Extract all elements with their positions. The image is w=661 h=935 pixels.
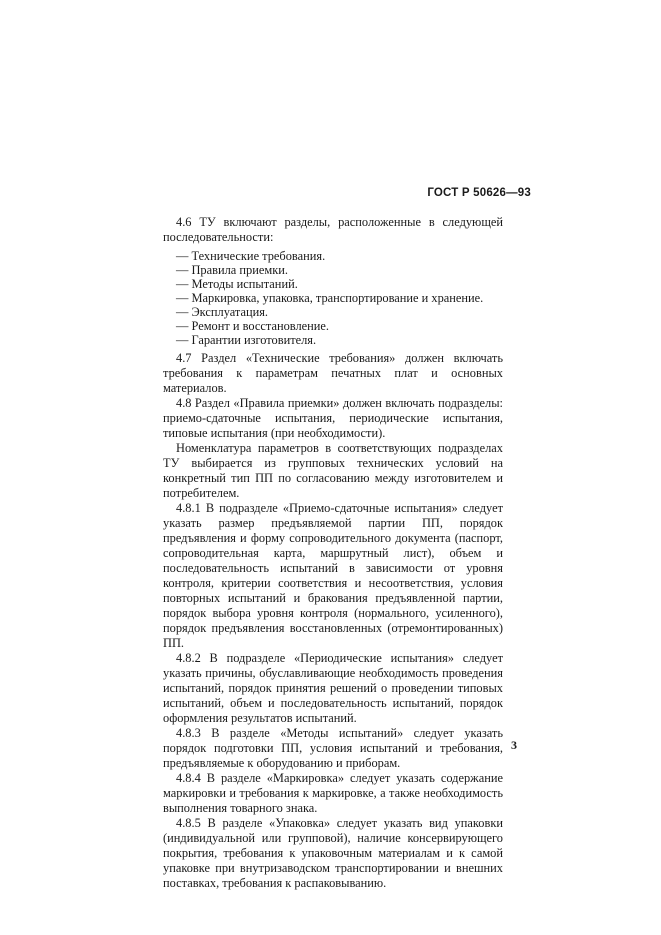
paragraph-nomenclature: Номенклатура параметров в соответствующих подразделах ТУ выбирается из групповых технических условий на конкретный тип ПП по согласованию между изготовителем и потребителем.	[163, 441, 503, 500]
paragraph-4-8-2: 4.8.2 В подразделе «Периодические испытания» следует указать причины, обуславливающие необходимость проведения испытаний, порядок принятия решений о проведении типовых испытаний, объем и последовательность испытаний, порядок оформления результатов испытаний.	[163, 651, 503, 725]
document-body	[163, 215, 503, 891]
section-list	[163, 249, 503, 347]
paragraph-4-7: 4.7 Раздел «Технические требования» должен включать требования к параметрам печатных плат и основных материалов.	[163, 351, 503, 395]
list-item: — Ремонт и восстановление.	[176, 319, 330, 333]
paragraph-4-8-4: 4.8.4 В разделе «Маркировка» следует указать содержание маркировки и требования к маркировке, а также необходимость выполнения товарного знака.	[163, 771, 503, 815]
list-item: — Эксплуатация.	[176, 305, 269, 319]
page-number: 3	[511, 738, 517, 752]
paragraph-4-8-3: 4.8.3 В разделе «Методы испытаний» следует указать порядок подготовки ПП, условия испытаний и требования, предъявляемые к оборудованию и приборам.	[163, 726, 503, 770]
list-item: — Методы испытаний.	[176, 277, 298, 291]
list-item: — Гарантии изготовителя.	[176, 333, 317, 347]
paragraph-4-6: 4.6 ТУ включают разделы, расположенные в следующей последовательности:	[163, 215, 503, 244]
standard-code-header: ГОСТ Р 50626—93	[427, 187, 531, 199]
paragraph-4-8: 4.8 Раздел «Правила приемки» должен включать подразделы: приемо-сдаточные испытания, периодические испытания, типовые испытания (при необходимости).	[163, 396, 503, 440]
paragraph-4-8-5: 4.8.5 В разделе «Упаковка» следует указать вид упаковки (индивидуальной или групповой), наличие консервирующего покрытия, требования к упаковочным материалам и к самой упаковке при внутризаводском транспортировании и внешних поставках, требования к распаковыванию.	[163, 816, 503, 890]
list-item: — Маркировка, упаковка, транспортирование и хранение.	[176, 291, 484, 305]
list-item: — Правила приемки.	[176, 263, 288, 277]
list-item: — Технические требования.	[176, 249, 326, 263]
paragraph-4-8-1: 4.8.1 В подразделе «Приемо-сдаточные испытания» следует указать размер предъявляемой партии ПП, порядок предъявления и форму сопроводительного документа (паспорт, сопроводительная карта, маршрутный лист), объем и последовательность испытаний в зависимости от уровня контроля, критерии соответствия и несоответствия, условия повторных испытаний и бракования предъявленной партии, порядок выбора уровня контроля (нормального, усиленного), порядок предъявления восстановленных (отремонтированных) ПП.	[163, 501, 503, 650]
